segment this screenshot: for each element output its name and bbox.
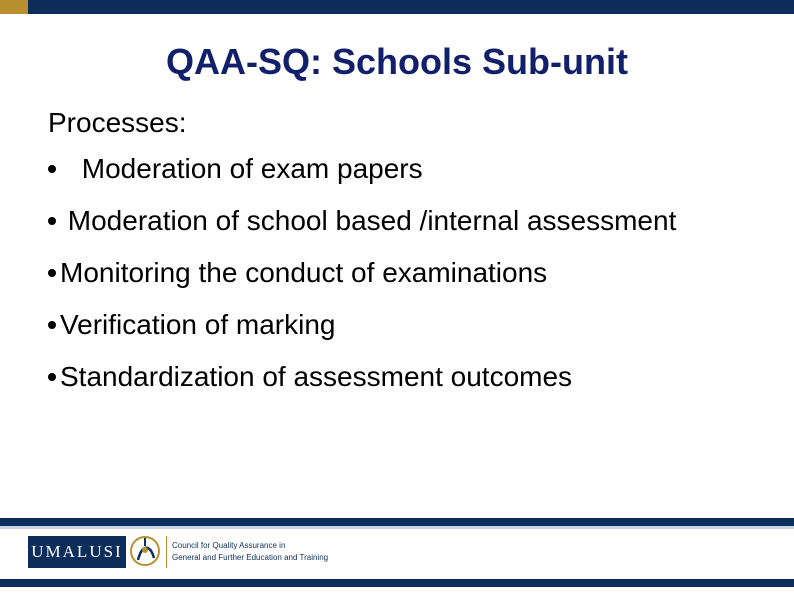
bullet-icon <box>48 217 56 225</box>
bullet-icon <box>48 321 56 329</box>
list-item <box>48 254 748 292</box>
footer-divider <box>166 536 167 568</box>
slide-title: QAA-SQ: Schools Sub-unit <box>166 41 628 82</box>
tagline-line-2: General and Further Education and Training <box>172 553 329 562</box>
footer-band-bottom-white <box>0 587 794 595</box>
list-item-text: Monitoring the conduct of examinations <box>60 257 548 288</box>
bullet-icon <box>48 373 56 381</box>
list-item <box>48 150 748 188</box>
footer-band-bottom <box>0 579 794 587</box>
list-item <box>48 358 748 396</box>
list-item <box>48 306 748 344</box>
list-item <box>48 202 748 240</box>
bullet-icon <box>48 269 56 277</box>
umalusi-emblem-icon <box>128 532 162 570</box>
list-item-text: Moderation of school based /internal assessment <box>67 205 677 236</box>
processes-heading: Processes: <box>48 107 187 138</box>
list-item-text: Standardization of assessment outcomes <box>60 361 573 392</box>
footer-band-top <box>0 518 794 526</box>
footer-band-top-light <box>0 526 794 529</box>
slide-content <box>48 104 748 396</box>
bullet-icon <box>48 165 56 173</box>
list-item-text: Verification of marking <box>60 309 336 340</box>
list-item-text: Moderation of exam papers <box>81 153 423 184</box>
tagline-line-1: Council for Quality Assurance in <box>172 541 286 550</box>
top-accent <box>0 0 28 14</box>
umalusi-logo: UMALUSI <box>28 536 126 568</box>
top-bar <box>0 0 794 14</box>
footer-tagline <box>172 540 372 564</box>
